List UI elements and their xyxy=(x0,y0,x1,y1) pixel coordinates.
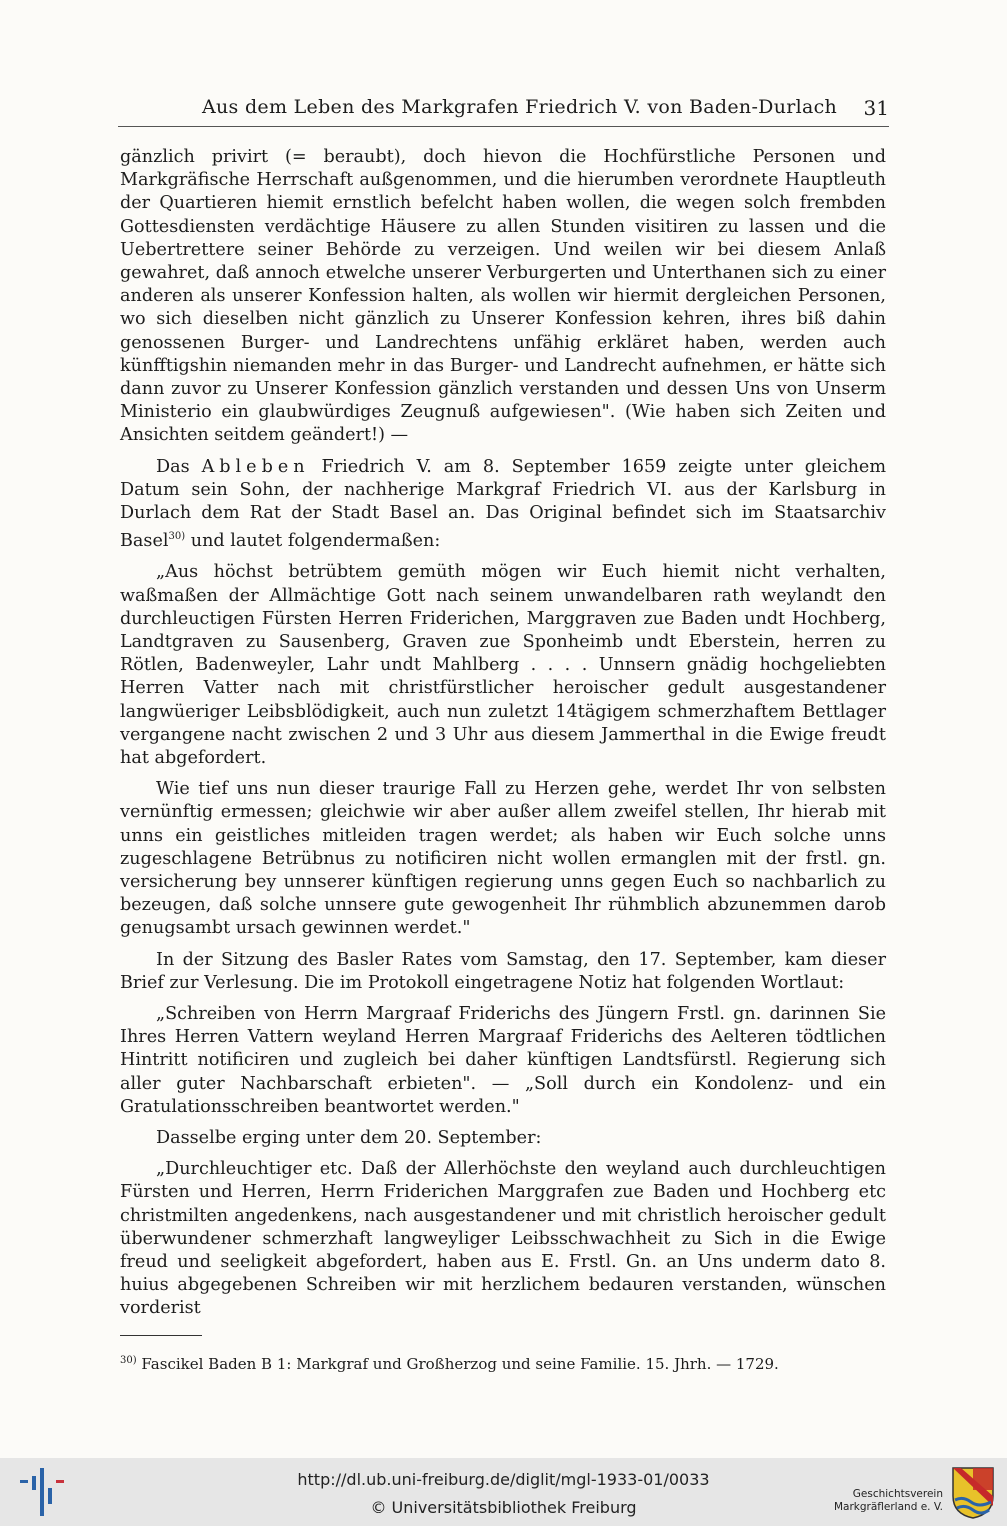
page-body xyxy=(120,146,886,1389)
footnote-text: Fascikel Baden B 1: Markgraf und Großherzog und seine Familie. 15. Jhrh. — 1729. xyxy=(141,1354,779,1373)
footnote xyxy=(120,1351,886,1374)
paragraph-reply-intro: Dasselbe erging unter dem 20. September: xyxy=(156,1127,542,1148)
footnote-reference: 30) xyxy=(168,531,186,543)
coat-of-arms-icon[interactable] xyxy=(951,1466,995,1520)
protocol-quote: „Schreiben von Herrn Margraaf Friderichs des Jüngern Frstl. gn. darinnen Sie Ihres Herren Vattern weyland Herren Margraaf Friderichs des Aelteren tödtlichen Hintritt notificiren und zugleich bei daher künftigen Landtsfürstl. Regierung sich aller guter Nachbarschaft erbieten". — „Soll durch ein Kondolenz- und ein Gratulationsschreiben beantwortet werden." xyxy=(120,1003,886,1117)
paragraph-text: und lautet folgendermaßen: xyxy=(190,531,441,552)
page-number: 31 xyxy=(863,96,889,120)
reply-letter: „Durchleuchtiger etc. Daß der Allerhöchste den weyland auch durchleuchtigen Fürsten und Herren, Herrn Friderichen Marggrafen zue Baden und Hochberg etc christmilten angedenkens, nach ausgestandener und mit christlich heroischer gedult überwundener schmerzhaft langweyliger Leibsschwachheit zu Sich in die Ewige freud und seeligkeit abgefordert, haben aus E. Frstl. Gn. an Uns underm dato 8. huius abgegebenen Schreiben wir mit herzlichem bedauren verstanden, wünschen vorderist xyxy=(120,1159,886,1319)
paragraph-text: Das xyxy=(156,456,190,477)
footnote-divider xyxy=(120,1335,202,1336)
paragraph-council-session: In der Sitzung des Basler Rates vom Samstag, den 17. September, kam dieser Brief zur Verlesung. Die im Protokoll eingetragene Notiz hat folgenden Wortlaut: xyxy=(120,949,886,993)
source-url-link[interactable]: http://dl.ub.uni-freiburg.de/diglit/mgl-1933-01/0033 xyxy=(297,1470,710,1489)
running-title: Aus dem Leben des Markgrafen Friedrich V. von Baden-Durlach xyxy=(202,96,838,118)
paragraph-text: Friedrich V. am 8. September 1659 zeigte unter gleichem Datum sein Sohn, der nachherige Markgraf Friedrich VI. aus der Karlsburg in Durlach dem Rat der Stadt Basel an. Das Original befindet sich im Staatsarchiv Basel xyxy=(120,456,887,552)
society-name xyxy=(834,1488,943,1514)
footnote-mark: 30) xyxy=(120,1354,137,1366)
viewer-footer xyxy=(0,1458,1007,1526)
paragraph-death-notice xyxy=(120,456,886,554)
spaced-word: Ableben xyxy=(201,456,310,477)
paragraph-continued: gänzlich privirt (= beraubt), doch hievon die Hochfürstliche Personen und Markgräfische Herrschaft außgenommen, und die hierumben verordnete Hauptleuth der Quartieren hiemit ernstlich befelcht haben wollen, die wegen solch frembden Gottesdiensten verdächtige Häusere zu allen Stunden visitiren zu lassen und die Uebertrettere seiner Behörde zu verzeigen. Und weilen wir bei diesem Anlaß gewahret, daß annoch etwelche unserer Verburgerten und Unterthanen sich zu einer anderen als unserer Konfession halten, als wollen wir hiermit dergleichen Personen, wo sich dieselben nicht gänzlich zu Unserer Konfession kehren, ihres biß dahin genossenen Burger- und Landrechtens unfähig erkläret haben, werden auch künfftigshin niemanden mehr in das Burger- und Landrecht aufnehmen, er hätte sich dann zuvor zu Unserer Konfession gänzlich verstanden und dessen Uns von Unserm Ministerio ein glaubwürdiges Zeugnuß aufgewiesen". (Wie haben sich Zeiten und Ansichten seitdem geändert!) — xyxy=(120,147,886,446)
running-header xyxy=(118,94,889,127)
society-line: Geschichtsverein xyxy=(852,1488,943,1500)
quoted-letter-continued: Wie tief uns nun dieser traurige Fall zu Herzen gehe, werdet Ihr von selbsten vernünftig ermessen; gleichwie wir aber außer allem zweifel stellen, Ihr hierab mit unns ein geistliches mitleiden tragen werdet; als haben wir Euch solche unns zugeschlagene Betrübnus zu notificiren nicht wollen ermanglen mit der frstl. gn. versicherung bey unnserer künftigen regierung unns gegen Euch so nachbarlich zu bezeugen, daß solche unnsere gute gewogenheit Ihr rühmblich abzunemmen darob genugsambt ursach gewinnen werdet." xyxy=(120,779,886,939)
copyright-notice: © Universitätsbibliothek Freiburg xyxy=(370,1498,637,1517)
society-line: Markgräflerland e. V. xyxy=(833,1501,943,1513)
quoted-letter: „Aus höchst betrübtem gemüth mögen wir Euch hiemit nicht verhalten, waßmaßen der Allmächtige Gott nach seinem unwandelbaren rath weylandt den durchleuctigen Fürsten Herren Friderichen, Marggraven zue Baden undt Hochberg, Landtgraven zu Sausenberg, Graven zue Sponheimb undt Eberstein, herren zu Rötlen, Badenweyler, Lahr undt Mahlberg . . . . Unnsern gnädig hochgeliebten Herren Vatter nach mit christfürstlicher heroischer gedult ausgestandener langwüeriger Leibsblödigkeit, auch nun zuletzt 14tägigem schmerzhaftem Bettlager vergangene nacht zwischen 2 und 3 Uhr aus diesem Jammerthal in die Ewige freudt hat abgefordert. xyxy=(120,562,886,768)
